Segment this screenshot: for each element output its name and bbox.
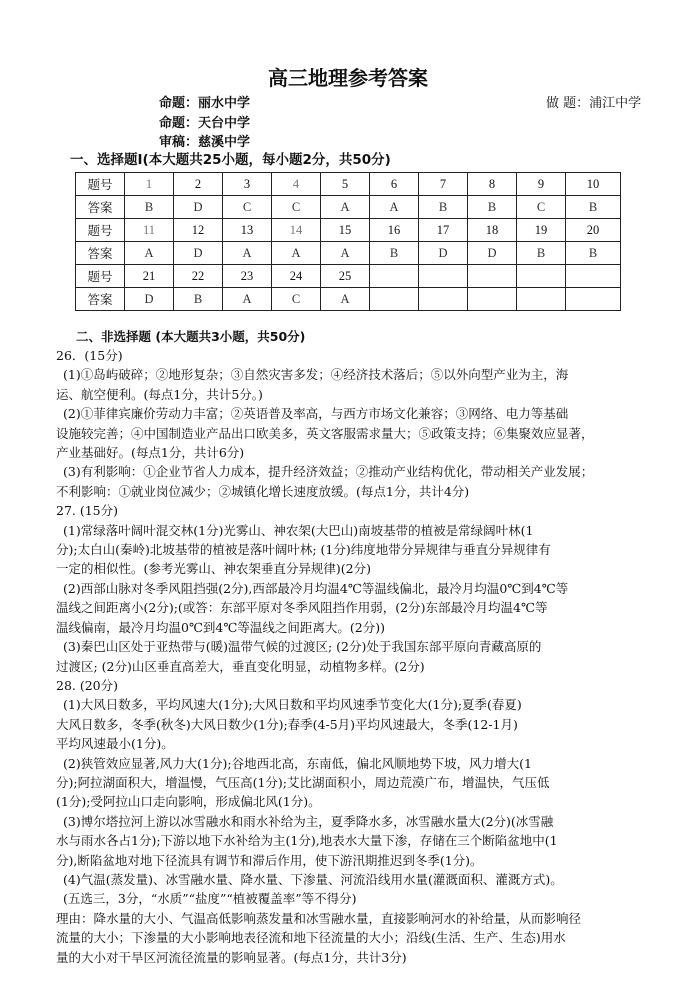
text-line: 水与雨水各占1分);下游以地下水补给为主(1分),地表水大量下渗，存储在三个断陷盆地中(1 (56, 833, 558, 849)
page-title: 高三地理参考答案 (268, 66, 428, 90)
empty-cell (517, 288, 566, 311)
question-number: 24 (272, 265, 321, 288)
answer-cell: C (272, 288, 321, 311)
answer-cell: C (272, 196, 321, 219)
question-number: 22 (174, 265, 223, 288)
question-number: 1 (125, 173, 174, 196)
answer-cell: B (370, 242, 419, 265)
question-number: 16 (370, 219, 419, 242)
text-line: (2)狭管效应显著,风力大(1分);谷地西北高，东南低，偏北风顺地势下坡，风力增大(1 (63, 755, 532, 771)
text-line: 分),断陷盆地对地下径流具有调节和滞后作用，使下游汛期推迟到冬季(1分)。 (56, 852, 483, 868)
question-number: 17 (419, 219, 468, 242)
answer-cell: B (517, 242, 566, 265)
question-number: 7 (419, 173, 468, 196)
answer-cell: A (370, 196, 419, 219)
text-line: (1)常绿落叶阔叶混交林(1分)光雾山、神农架(大巴山)南坡基带的植被是常绿阔叶林(1 (63, 522, 534, 538)
answer-cell: A (321, 242, 370, 265)
text-line: 理由：降水量的大小、气温高低影响蒸发量和冰雪融水量，直接影响河水的补给量，从而影响径 (56, 910, 582, 926)
question-number: 9 (517, 173, 566, 196)
text-line: 量的大小对干旱区河流径流量的影响显著。(每点1分，共计3分) (56, 949, 407, 965)
question-number: 15 (321, 219, 370, 242)
section1-heading: 一、选择题Ⅰ(本大题共25小题，每小题2分，共50分) (70, 152, 391, 168)
answer-cell: D (125, 288, 174, 311)
credit-line-2: 命题：天台中学 (159, 116, 251, 131)
question-number: 14 (272, 219, 321, 242)
table-row (76, 219, 621, 242)
answer-table (75, 172, 621, 311)
answer-cell: C (223, 196, 272, 219)
text-line: 温线之间距离小(2分);(或答：东部平原对冬季风阻挡作用弱，(2分)东部最冷月均温4℃等 (56, 600, 548, 616)
text-line: (五选三，3分，“水质”“盐度”“植被覆盖率”等不得分) (63, 891, 357, 907)
answer-cell: C (517, 196, 566, 219)
credit-line-3: 审稿：慈溪中学 (159, 135, 251, 150)
text-line: 26．(15分) (56, 348, 123, 363)
question-number: 3 (223, 173, 272, 196)
text-line: (2)①菲律宾廉价劳动力丰富；②英语普及率高，与西方市场文化兼容；③网络、电力等基础 (63, 406, 569, 422)
empty-cell (566, 265, 621, 288)
table-row (76, 242, 621, 265)
text-line: 设施较完善；④中国制造业产品出口欧美多，英文客服需求量大；⑤政策支持；⑥集聚效应显著， (56, 425, 594, 441)
text-line: 过渡区; (2分)山区垂直高差大，垂直变化明显，动植物多样。(2分) (56, 658, 425, 674)
row-label-answer: 答案 (76, 242, 125, 265)
table-row (76, 173, 621, 196)
answer-cell: A (272, 242, 321, 265)
question-number: 20 (566, 219, 621, 242)
answer-cell: D (174, 196, 223, 219)
empty-cell (419, 265, 468, 288)
table-row (76, 196, 621, 219)
question-number: 5 (321, 173, 370, 196)
credit-line-1: 命题：丽水中学 (159, 96, 251, 111)
question-number: 11 (125, 219, 174, 242)
answer-text (56, 346, 646, 967)
empty-cell (370, 265, 419, 288)
answer-cell: D (174, 242, 223, 265)
question-number: 4 (272, 173, 321, 196)
text-line: 温线偏南，最冷月均温0℃到4℃等温线之间距离大。(2分)) (56, 619, 385, 635)
answer-cell: B (566, 242, 621, 265)
row-label-answer: 答案 (76, 288, 125, 311)
answer-cell: A (125, 242, 174, 265)
row-label-question: 题号 (76, 265, 125, 288)
answer-cell: B (468, 196, 517, 219)
text-line: 分);阿拉湖面积大，增温慢，气压高(1分);艾比湖面积小，周边荒漠广布，增温快，气压低 (56, 774, 550, 790)
answer-cell: D (468, 242, 517, 265)
answer-cell: A (321, 196, 370, 219)
text-line: 运、航空便利。(每点1分，共计5分。) (56, 386, 263, 402)
text-line: (2)西部山脉对冬季风阻挡强(2分),西部最冷月均温4℃等温线偏北，最冷月均温0℃到4℃等 (63, 580, 569, 596)
question-number: 13 (223, 219, 272, 242)
empty-cell (517, 265, 566, 288)
empty-cell (468, 288, 517, 311)
question-number: 8 (468, 173, 517, 196)
row-label-answer: 答案 (76, 196, 125, 219)
text-line: (4)气温(蒸发量)、冰雪融水量、降水量、下渗量、河流沿线用水量(灌溉面积、灌溉方式)。 (63, 871, 563, 887)
answer-cell: B (419, 196, 468, 219)
question-number: 23 (223, 265, 272, 288)
credit-solver: 做 题：浦江中学 (546, 96, 642, 111)
question-number: 6 (370, 173, 419, 196)
question-number: 19 (517, 219, 566, 242)
text-line: (1)大风日数多，平均风速大(1分);大风日数和平均风速季节变化大(1分);夏季(春夏) (63, 697, 522, 713)
text-line: 27. (15分) (56, 503, 119, 519)
text-line: 流量的大小；下渗量的大小影响地表径流和地下径流量的大小；沿线(生活、生产、生态)用水 (56, 930, 566, 946)
text-line: 分);太白山(秦岭)北坡基带的植被是落叶阔叶林; (1分)纬度地带分异规律与垂直分异规律有 (56, 542, 551, 558)
question-number: 12 (174, 219, 223, 242)
table-row (76, 288, 621, 311)
text-line: 大风日数多，冬季(秋冬)大风日数少(1分);春季(4-5月)平均风速最大，冬季(12-1月) (56, 716, 518, 732)
question-number: 18 (468, 219, 517, 242)
answer-cell: A (321, 288, 370, 311)
text-line: 不利影响：①就业岗位减少；②城镇化增长速度放缓。(每点1分，共计4分) (56, 483, 470, 499)
row-label-question: 题号 (76, 219, 125, 242)
empty-cell (468, 265, 517, 288)
text-line: (1)①岛屿破碎；②地形复杂；③自然灾害多发；④经济技术落后；⑤以外向型产业为主，海 (63, 367, 569, 383)
empty-cell (566, 288, 621, 311)
text-line: (3)博尔塔拉河上游以冰雪融水和雨水补给为主，夏季降水多，冰雪融水量大(2分)(冰雪融 (63, 813, 554, 829)
text-line: 一定的相似性。(参考光雾山、神农架垂直分异规律)(2分) (56, 561, 371, 577)
text-line: (3)秦巴山区处于亚热带与(暖)温带气候的过渡区; (2分)处于我国东部平原向青藏高原的 (63, 639, 542, 655)
section2-heading: 二、非选择题 (本大题共3小题，共50分) (76, 329, 306, 344)
answer-cell: B (566, 196, 621, 219)
answer-cell: D (419, 242, 468, 265)
answer-cell: B (174, 288, 223, 311)
question-number: 25 (321, 265, 370, 288)
text-line: (3)有利影响：①企业节省人力成本，提升经济效益；②推动产业结构优化，带动相关产业发展； (63, 464, 594, 480)
table-row (76, 265, 621, 288)
question-number: 10 (566, 173, 621, 196)
answer-cell: A (223, 288, 272, 311)
question-number: 21 (125, 265, 174, 288)
answer-cell: A (223, 242, 272, 265)
text-line: 产业基础好。(每点1分，共计6分) (56, 445, 245, 461)
empty-cell (419, 288, 468, 311)
text-line: (1分);受阿拉山口走向影响，形成偏北风(1分)。 (56, 794, 321, 810)
empty-cell (370, 288, 419, 311)
answer-cell: B (125, 196, 174, 219)
text-line: 28. (20分) (56, 677, 119, 693)
question-number: 2 (174, 173, 223, 196)
text-line: 平均风速最小(1分)。 (56, 736, 174, 752)
row-label-question: 题号 (76, 173, 125, 196)
